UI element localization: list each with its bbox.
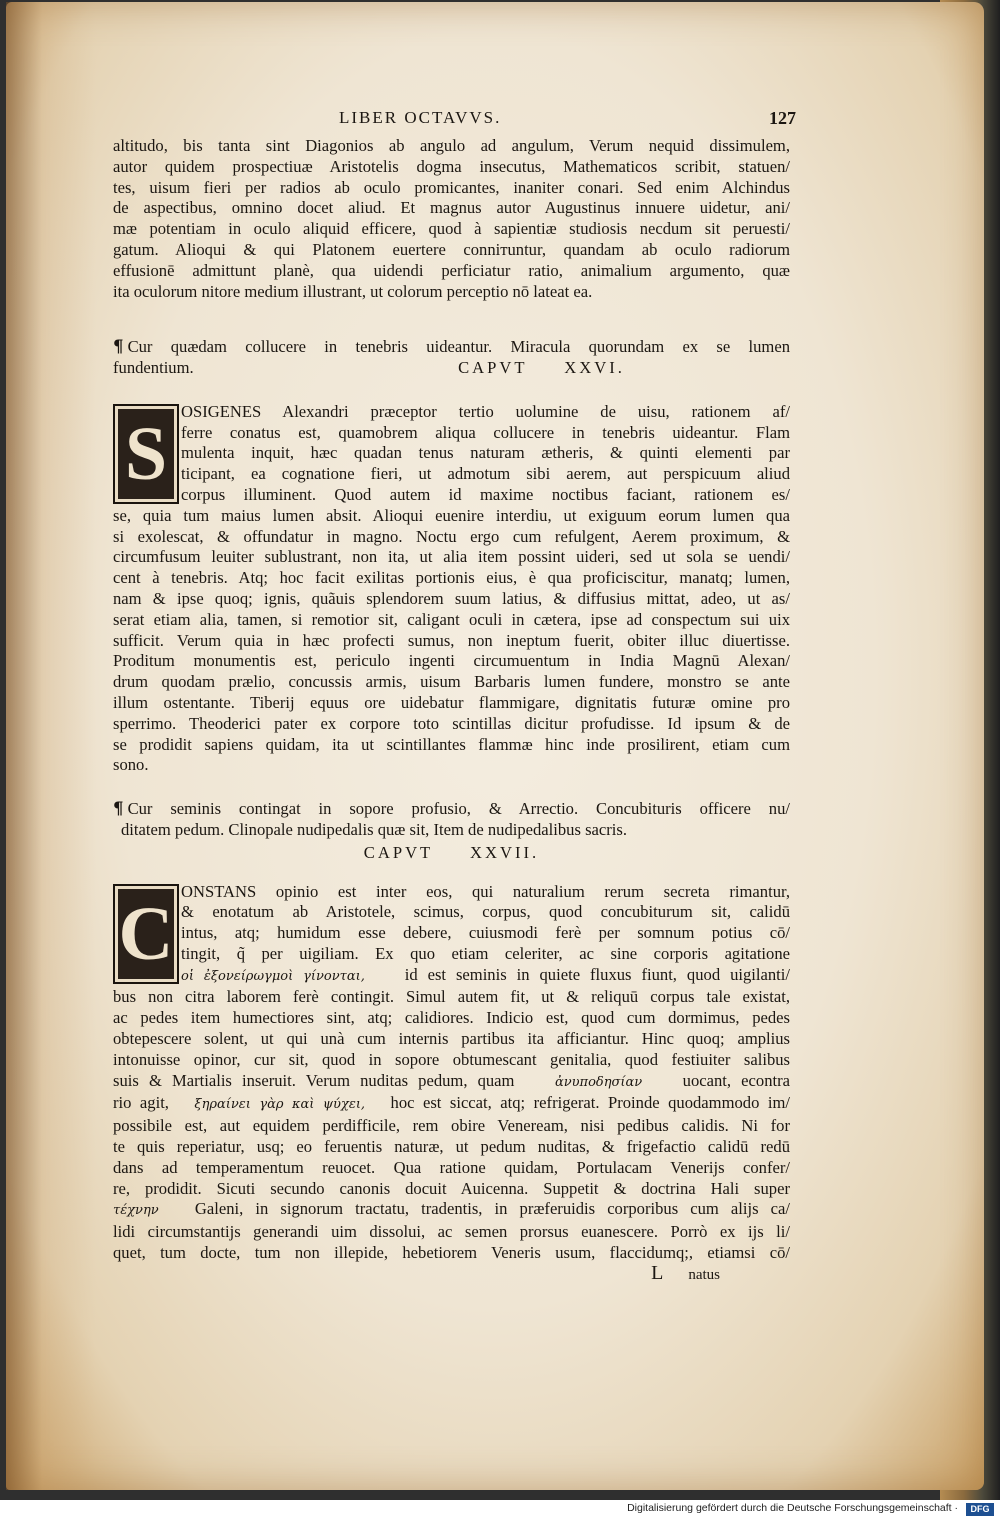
chapter-27-body	[113, 882, 790, 1284]
text-line: dans ad temperamentum reuocet. Qua ratione quidam, Portulacam Venerijs confer/	[113, 1157, 790, 1177]
text-line: intus, atq; humidum esse debere, cuiusmodi ferè per somnum potius cō/	[181, 923, 790, 943]
text-line: sufficit. Verum quia in hæc profecti sumus, non ineptum fuerit, obiter illuc diuertisse.	[113, 630, 790, 650]
intro-paragraph	[113, 136, 790, 302]
text-line: circumfusum leuiter sublustrant, non ita, ut alia item possint uideri, sed ut sola se uendi/	[113, 547, 790, 567]
text-line: sono.	[113, 755, 149, 775]
chapter-heading-line: fundentium.	[113, 358, 194, 378]
text-line: suis & Martialis inseruit. Verum nuditas pedum, quam ἀνυποδησίαν uocant, econtra	[113, 1070, 790, 1090]
text-line: intonuisse opinor, cur sit, quod in sopore obtumescant genitalia, quod festiuiter salibus	[113, 1049, 790, 1069]
text-line: illum ostentante. Tiberij equus ore uidebatur flammigare, dignitatis futuræ omine pro	[113, 692, 790, 712]
chapter-heading-line: ditatem pedum. Clinopale nudipedalis quæ sit, Item de nudipedalibus sacris.	[121, 819, 628, 839]
text-line: cent à tenebris. Atq; hoc facit exilitas portionis eius, è qua proficiscitur, manatq; lumen,	[113, 568, 790, 588]
text-line: se, quia tum maius lumen absit. Alioqui euenire interdiu, ut exiguum eorum lumen qua	[113, 505, 790, 525]
greek-phrase: ξηραίνει γὰρ καὶ ψύχει,	[194, 1097, 366, 1113]
chapter-26-heading	[113, 336, 790, 399]
greek-phrase: ἀνυποδησίαν	[554, 1074, 643, 1090]
caput-label: CAPVT XXVII.	[363, 842, 540, 862]
text-line: sperrimo. Theoderici pater ex corpore toto scintillas dicitur profudisse. Id ipsum & de	[113, 713, 790, 733]
text-line: ticipant, ea cognatione fieri, ut admotum sibi aerem, aut perspicuum aliud	[181, 464, 790, 484]
decorated-initial-c: C	[113, 884, 179, 984]
text-line: OSIGENES Alexandri præceptor tertio uolumine de uisu, rationem af/	[181, 401, 790, 421]
chapter-26-body	[113, 402, 790, 776]
running-title: LIBER OCTAVVS.	[339, 108, 502, 127]
text-line: corpus illuminent. Quod autem id maxime noctibus faciant, rationem es/	[181, 484, 790, 504]
text-line: rio agit, ξηραίνει γὰρ καὶ ψύχει, hoc est siccat, atq; refrigerat. Proinde quodammodo im/	[113, 1093, 790, 1113]
text-line: ita oculorum nitore medium illustrant, ut colorum perceptio nō lateat ea.	[113, 281, 593, 301]
running-head	[113, 108, 796, 136]
signature-mark: L natus	[651, 1261, 720, 1284]
text-line: te quis reperiatur, usq; eo feruentis naturæ, ut pedum nuditas, & frigefactio calidū redū	[113, 1137, 790, 1157]
text-line: lidi circumstantijs generandi uim dissolui, ac semen prorsus euanescere. Porrò ex ijs li/	[113, 1222, 790, 1242]
text-line: si exolescat, & offundatur in magno. Noctu ergo cum refulgent, Aerem proximum, &	[113, 526, 790, 546]
chapter-heading-line: ¶ Cur seminis contingat in sopore profusio, & Arrectio. Concubituris officere nu/	[113, 798, 790, 819]
text-line: possibile est, aut equidem perdifficile, rem obire Veneream, nisi pedibus calidis. Ni for	[113, 1116, 790, 1136]
text-line: ac pedes item humectiores sint, atq; calidiores. Indicio est, quod cum dormimus, pedes	[113, 1008, 790, 1028]
text-line: οἱ ἐξονείρωγμοὶ γίνονται, id est seminis in quiete fluxus fiunt, quod uigilanti/	[181, 964, 790, 984]
text-line: re, prodidit. Sicuti secundo canonis docuit Auicenna. Suppetit & doctrina Hali super	[113, 1178, 790, 1198]
footer-bar	[0, 1500, 1000, 1520]
pilcrow-icon: ¶	[113, 798, 124, 819]
text-line: ONSTANS opinio est inter eos, qui naturalium rerum secreta rimantur,	[181, 881, 790, 901]
text-line: bus non citra laborem ferè contingit. Simul autem fit, ut & reliquū corpus tale existat,	[113, 987, 790, 1007]
text-line: nam & ipse quoq; ignis, quãuis splendorem suum latius, & diffusius mittat, adeo, ut as/	[113, 588, 790, 608]
text-line: autor quidem prospectiuæ Aristotelis dogma insecutus, Mathematicos scribit, statuen/	[113, 156, 790, 176]
page-gutter-shadow	[6, 2, 96, 1490]
folio-number: 127	[769, 108, 796, 128]
catchword: natus	[688, 1266, 720, 1283]
greek-phrase: οἱ ἐξονείρωγμοὶ γίνονται,	[181, 968, 365, 984]
chapter-27-heading	[113, 798, 790, 863]
greek-phrase: τέχνην	[113, 1203, 159, 1219]
text-line: τέχνην Galeni, in signorum tractatu, tradentis, in præferuidis corporibus cum alijs ca/	[113, 1199, 790, 1219]
text-line: effusionē admittunt planè, qua uidendi perficiatur ratio, animalium argumento, quæ	[113, 260, 790, 280]
caput-label: CAPVT XXVI.	[458, 358, 625, 378]
text-line: se prodidit sapiens quidam, ita ut scintillantes flammæ hinc inde prosilirent, etiam cum	[113, 734, 790, 754]
text-line: serat etiam alia, tamen, si remotior sit, caligant oculi in cætera, ipse ad conspectum sui uix	[113, 609, 790, 629]
text-line: gatum. Alioqui & qui Platonem euertere conniтuntur, quandam ab oculo radiorum	[113, 239, 790, 259]
text-line: ferre conatus est, quamobrem aliqua collucere in tenebris uideantur. Flam	[181, 422, 790, 442]
text-line: obtepescere solent, ut qui unà cum internis partibus ita afficiantur. Hinc quoq; amplius	[113, 1029, 790, 1049]
text-line: de aspectibus, omnino docet aliud. Et magnus autor Augustinus innuere uidetur, ani/	[113, 198, 790, 218]
text-line: Proditum monumentis est, periculo ingenti circumuentum in India Magnū Alexan/	[113, 651, 790, 671]
text-line: altitudo, bis tanta sint Diagonios ab angulo ad angulum, Verum nequid dissimulem,	[113, 136, 790, 155]
footer-credit: Digitalisierung gefördert durch die Deutsche Forschungsgemeinschaft ·	[627, 1502, 958, 1514]
text-line: mæ potentiam in oculo aliquid efficere, quod à sapientiæ studiosis necdum sit peruesti/	[113, 219, 790, 239]
text-line: drum quodam prælio, concussis armis, uisum Barbaris lumen fundere, monstro se ante	[113, 672, 790, 692]
text-block	[113, 108, 796, 1284]
text-line: mulenta inquit, hæc quadan tenus naturam ætheris, & quinti elementi par	[181, 443, 790, 463]
chapter-heading-line: ¶ Cur quædam collucere in tenebris uideantur. Miracula quorundam ex se lumen	[113, 336, 790, 357]
pilcrow-icon: ¶	[113, 336, 124, 357]
decorated-initial-s: S	[113, 404, 179, 504]
text-line: tes, uisum fieri per radios ab oculo promicantes, inaniter conari. Sed enim Alchindus	[113, 177, 790, 197]
text-line: tingit, q̃ per uigiliam. Ex quo etiam celeriter, ac sine corporis agitatione	[181, 943, 790, 963]
text-line: quet, tum docte, tum non illepide, hebetiorem Veneris usum, flaccidumq;, etiamsi cō/	[113, 1243, 790, 1263]
dfg-logo-icon: DFG	[966, 1503, 994, 1516]
text-line: & enotatum ab Aristotele, scimus, corpus, quod concubiturum sit, calidū	[181, 902, 790, 922]
